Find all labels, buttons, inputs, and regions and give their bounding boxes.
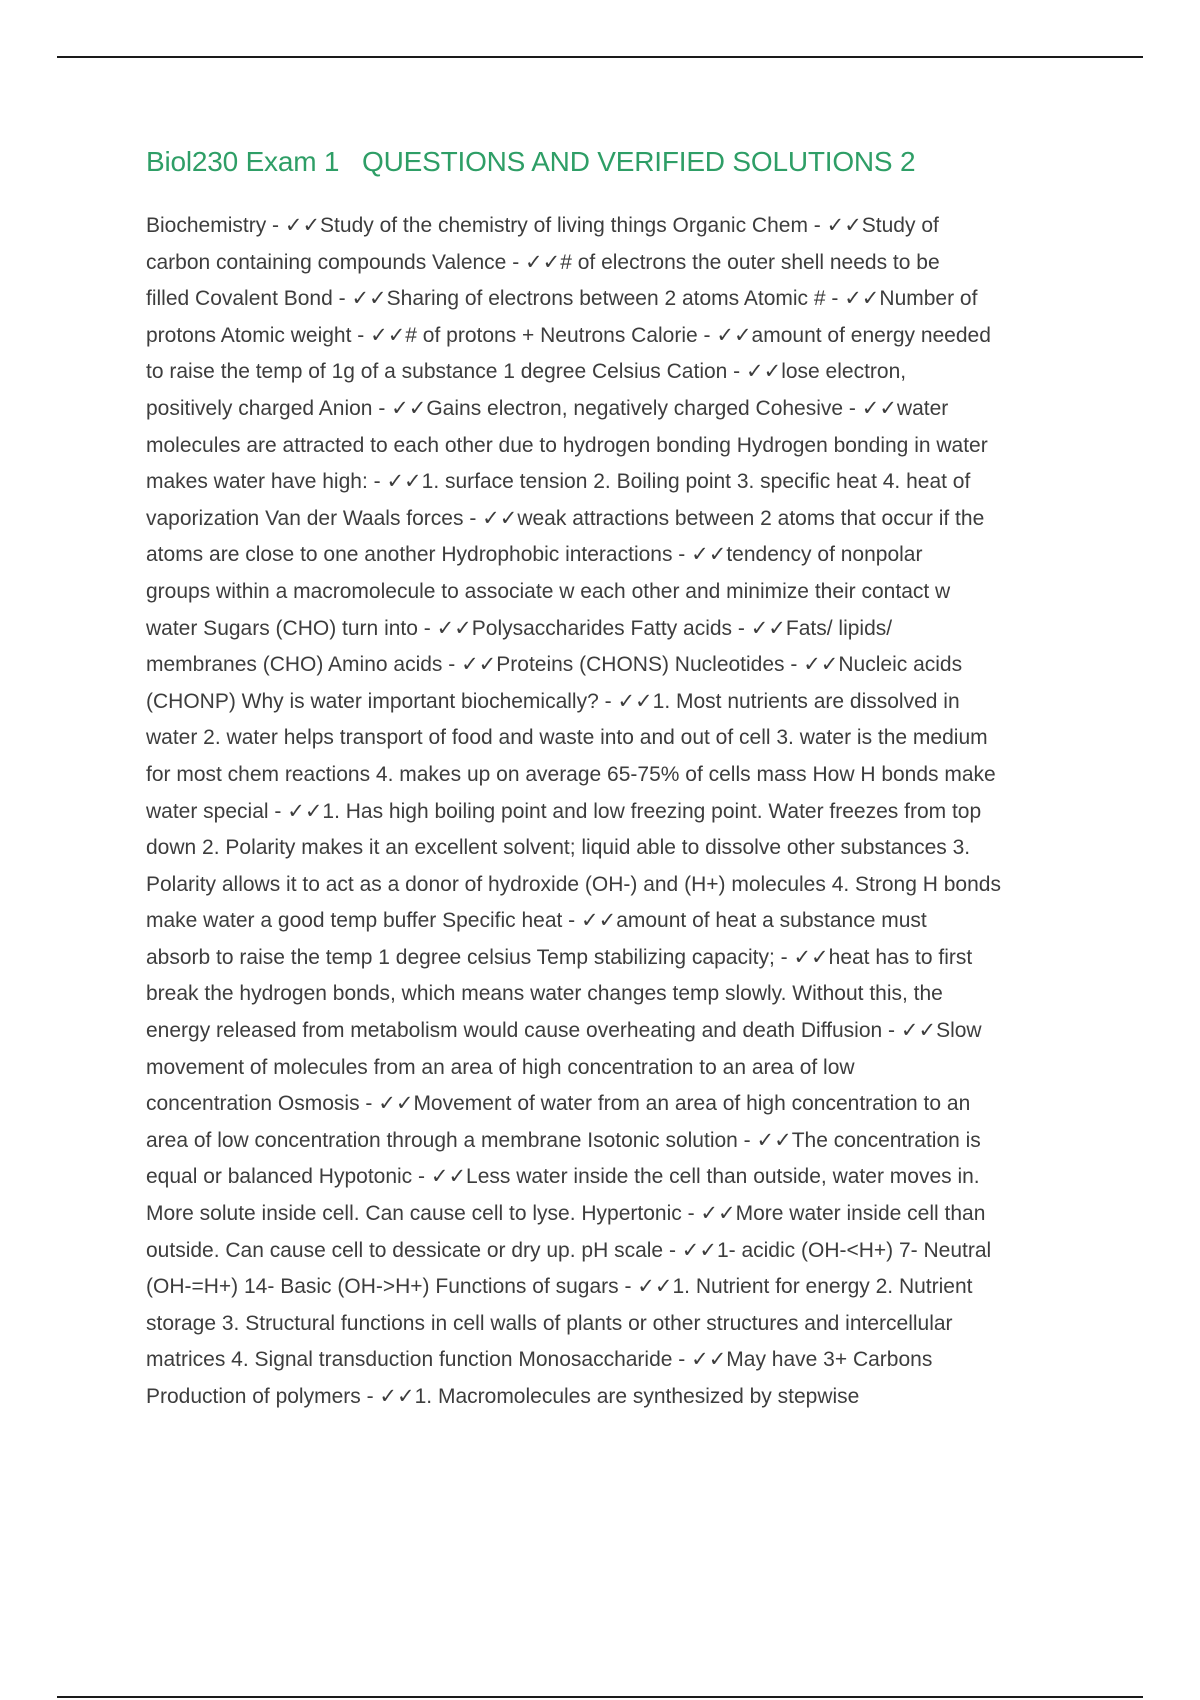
body-line: carbon containing compounds Valence - ✓✓# of electrons the outer shell needs to be: [146, 250, 940, 274]
body-line: (CHONP) Why is water important biochemically? - ✓✓1. Most nutrients are dissolved in: [146, 689, 960, 713]
body-line: Production of polymers - ✓✓1. Macromolecules are synthesized by stepwise: [146, 1385, 860, 1408]
body-line: water Sugars (CHO) turn into - ✓✓Polysaccharides Fatty acids - ✓✓Fats/ lipids/: [146, 616, 893, 640]
body-line: area of low concentration through a membrane Isotonic solution - ✓✓The concentration is: [146, 1128, 981, 1152]
body-line: break the hydrogen bonds, which means water changes temp slowly. Without this, the: [146, 982, 943, 1006]
body-line: absorb to raise the temp 1 degree celsius Temp stabilizing capacity; - ✓✓heat has to first: [146, 945, 973, 969]
body-line: matrices 4. Signal transduction function Monosaccharide - ✓✓May have 3+ Carbons: [146, 1348, 933, 1372]
body-line: water special - ✓✓1. Has high boiling point and low freezing point. Water freezes from top: [146, 799, 982, 823]
body-line: outside. Can cause cell to dessicate or dry up. pH scale - ✓✓1- acidic (OH-<H+) 7- Neutral: [146, 1238, 992, 1262]
body-line: storage 3. Structural functions in cell walls of plants or other structures and intercellular: [146, 1311, 953, 1335]
body-line: movement of molecules from an area of high concentration to an area of low: [146, 1055, 855, 1079]
body-line: filled Covalent Bond - ✓✓Sharing of electrons between 2 atoms Atomic # - ✓✓Number of: [146, 287, 978, 311]
body-line: vaporization Van der Waals forces - ✓✓weak attractions between 2 atoms that occur if the: [146, 506, 985, 530]
top-divider: [57, 56, 1143, 58]
body-line: protons Atomic weight - ✓✓# of protons + Neutrons Calorie - ✓✓amount of energy needed: [146, 323, 991, 347]
body-line: energy released from metabolism would cause overheating and death Diffusion - ✓✓Slow: [146, 1019, 982, 1043]
body-line: groups within a macromolecule to associate w each other and minimize their contact w: [146, 579, 951, 603]
body-line: membranes (CHO) Amino acids - ✓✓Proteins (CHONS) Nucleotides - ✓✓Nucleic acids: [146, 653, 963, 677]
body-line: More solute inside cell. Can cause cell to lyse. Hypertonic - ✓✓More water inside cell than: [146, 1202, 986, 1226]
body-line: equal or balanced Hypotonic - ✓✓Less water inside the cell than outside, water moves in.: [146, 1165, 980, 1189]
body-line: positively charged Anion - ✓✓Gains electron, negatively charged Cohesive - ✓✓water: [146, 396, 949, 420]
body-line: makes water have high: - ✓✓1. surface tension 2. Boiling point 3. specific heat 4. heat of: [146, 470, 971, 494]
body-line: concentration Osmosis - ✓✓Movement of water from an area of high concentration to an: [146, 1092, 971, 1116]
document-title: Biol230 Exam 1 QUESTIONS AND VERIFIED SOLUTIONS 2: [146, 146, 916, 177]
body-line: for most chem reactions 4. makes up on average 65-75% of cells mass How H bonds make: [146, 762, 996, 786]
document-body: [146, 208, 1086, 1416]
body-line: make water a good temp buffer Specific heat - ✓✓amount of heat a substance must: [146, 909, 927, 933]
body-line: water 2. water helps transport of food and waste into and out of cell 3. water is the medium: [146, 726, 988, 750]
body-line: to raise the temp of 1g of a substance 1 degree Celsius Cation - ✓✓lose electron,: [146, 360, 907, 384]
body-line: down 2. Polarity makes it an excellent solvent; liquid able to dissolve other substances 3.: [146, 836, 971, 860]
body-line: molecules are attracted to each other due to hydrogen bonding Hydrogen bonding in water: [146, 433, 988, 457]
body-line: Biochemistry - ✓✓Study of the chemistry of living things Organic Chem - ✓✓Study of: [146, 214, 939, 237]
body-line: Polarity allows it to act as a donor of hydroxide (OH-) and (H+) molecules 4. Strong H bonds: [146, 872, 1001, 896]
body-line: atoms are close to one another Hydrophobic interactions - ✓✓tendency of nonpolar: [146, 543, 923, 567]
body-line: (OH-=H+) 14- Basic (OH->H+) Functions of sugars - ✓✓1. Nutrient for energy 2. Nutrient: [146, 1275, 973, 1299]
bottom-divider: [57, 1696, 1143, 1698]
